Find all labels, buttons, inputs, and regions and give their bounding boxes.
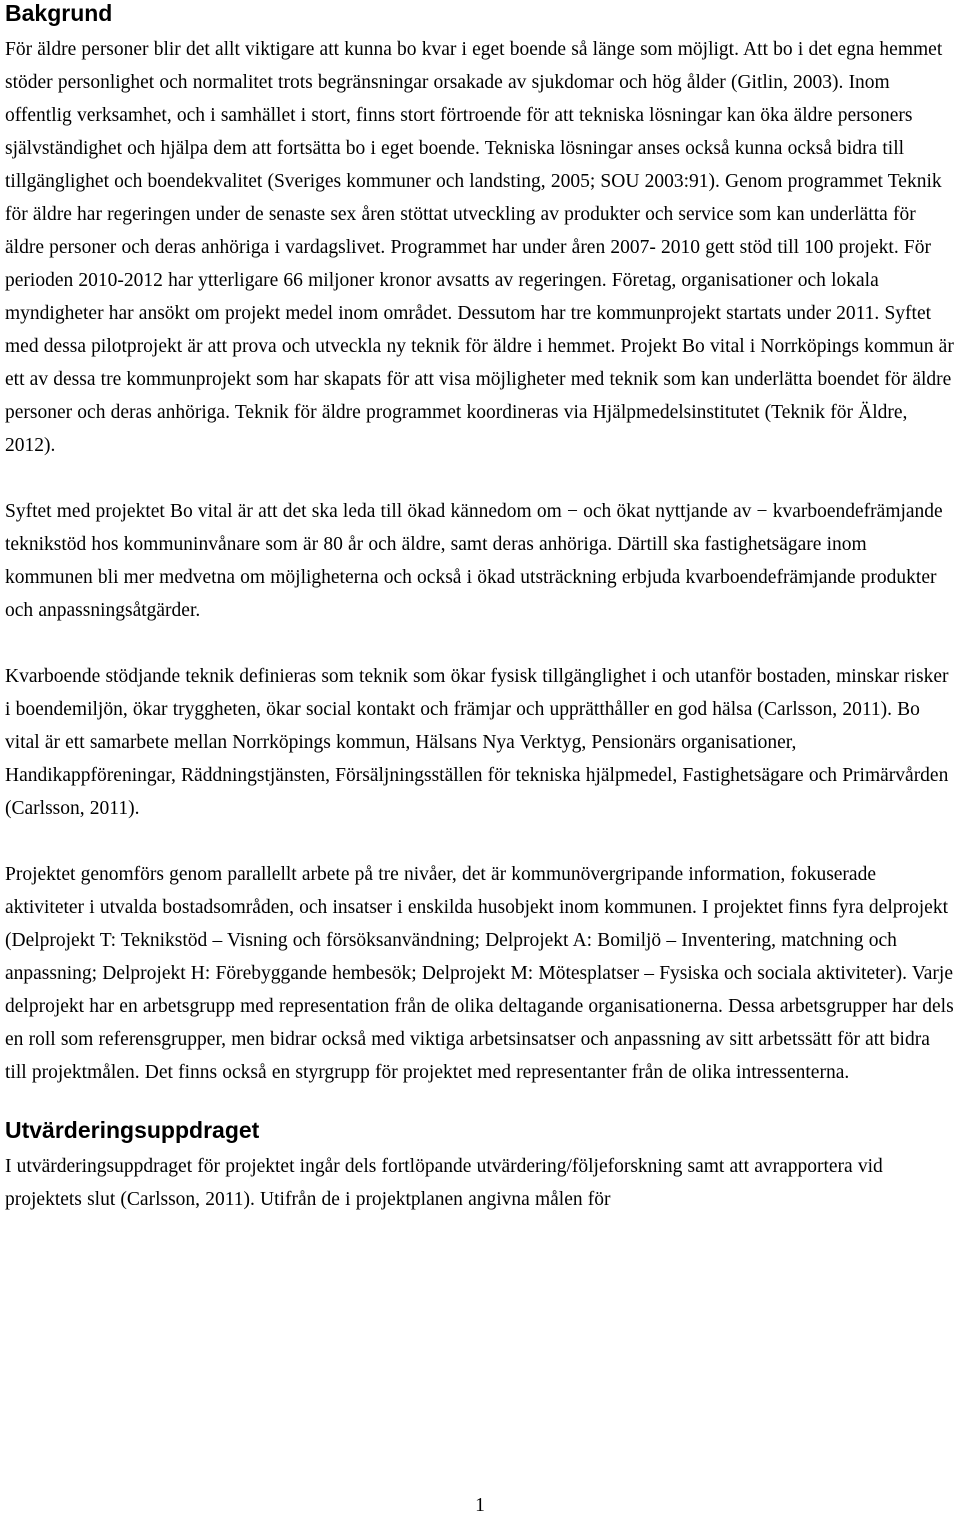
paragraph-background: För äldre personer blir det allt viktigare att kunna bo kvar i eget boende så länge som möjligt. Att bo i det egna hemmet stöder personlighet och normalitet trots begränsningar orsakade av sjukdomar och hög ålder (Gitlin, 2003). Inom offentlig verksamhet, och i samhället i stort, finns stort förtroende för att tekniska lösningar kan öka äldre personers självständighet och hjälpa dem att fortsätta bo i eget boende. Tekniska lösningar anses också kunna också bidra till tillgänglighet och boendekvalitet (Sveriges kommuner och landsting, 2005; SOU 2003:91). Genom programmet Teknik för äldre har regeringen under de senaste sex åren stöttat utveckling av produkter och service som kan underlätta för äldre personer och deras anhöriga i vardagslivet. Programmet har under åren 2007- 2010 gett stöd till 100 projekt. För perioden 2010-2012 har ytterligare 66 miljoner kronor avsatts av regeringen. Företag, organisationer och lokala myndigheter har ansökt om projekt medel inom området. Dessutom har tre kommunprojekt startats under 2011. Syftet med dessa pilotprojekt är att prova och utveckla ny teknik för äldre i hemmet. Projekt Bo vital i Norrköpings kommun är ett av dessa tre kommunprojekt som har skapats för att visa möjligheter med teknik som kan underlätta boendet för äldre personer och deras anhöriga. Teknik för äldre programmet koordineras via Hjälpmedelsinstitutet (Teknik för Äldre, 2012). — [5, 39, 954, 456]
page-number: 1 — [475, 1495, 485, 1516]
section-heading-bakgrund: Bakgrund — [5, 0, 113, 26]
document-page — [5, 0, 955, 1216]
section-heading-utvarderingsuppdraget: Utvärderingsuppdraget — [5, 1117, 260, 1143]
paragraph-evaluation-assignment: I utvärderingsuppdraget för projektet ingår dels fortlöpande utvärdering/följeforskning samt att avrapportera vid projektets slut (Carlsson, 2011). Utifrån de i projektplanen angivna målen för — [5, 1156, 883, 1210]
paragraph-project-structure: Projektet genomförs genom parallellt arbete på tre nivåer, det är kommunövergripande information, fokuserade aktiviteter i utvalda bostadsområden, och insatser i enskilda husobjekt inom kommunen. I projektet finns fyra delprojekt (Delprojekt T: Teknikstöd – Visning och försöksanvändning; Delprojekt A: Bomiljö – Inventering, matchning och anpassning; Delprojekt H: Förebyggande hembesök; Delprojekt M: Mötesplatser – Fysiska och sociala aktiviteter). Varje delprojekt har en arbetsgrupp med representation från de olika deltagande organisationerna. Dessa arbetsgrupper har dels en roll som referensgrupper, men bidrar också med viktiga arbetsinsatser och anpassning av sitt arbetssätt för att bidra till projektmålen. Det finns också en styrgrupp för projektet med representanter från de olika intressenterna. — [5, 864, 954, 1083]
paragraph-project-purpose: Syftet med projektet Bo vital är att det ska leda till ökad kännedom om − och ökat nyttjande av − kvarboendefrämjande teknikstöd hos kommuninvånare som är 80 år och äldre, samt deras anhöriga. Därtill ska fastighetsägare inom kommunen bli mer medvetna om möjligheterna och också i ökad utsträckning erbjuda kvarboendefrämjande produkter och anpassningsåtgärder. — [5, 501, 943, 621]
paragraph-technology-definition: Kvarboende stödjande teknik definieras som teknik som ökar fysisk tillgänglighet i och utanför bostaden, minskar risker i boendemiljön, ökar tryggheten, ökar social kontakt och främjar och upprätthåller en god hälsa (Carlsson, 2011). Bo vital är ett samarbete mellan Norrköpings kommun, Hälsans Nya Verktyg, Pensionärs organisationer, Handikappföreningar, Räddningstjänsten, Försäljningsställen för tekniska hjälpmedel, Fastighetsägare och Primärvården (Carlsson, 2011). — [5, 666, 949, 819]
